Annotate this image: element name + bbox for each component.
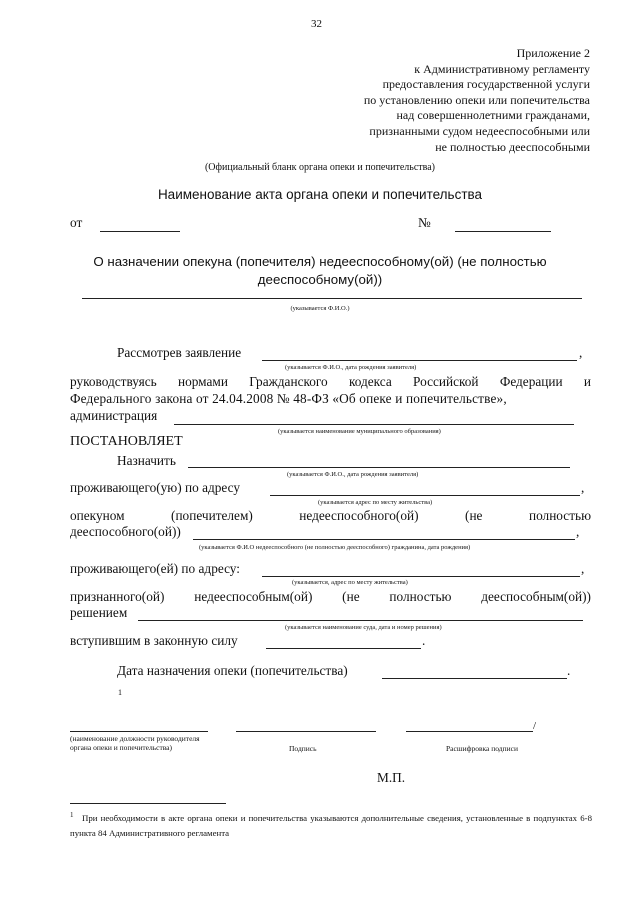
address-field-line-2[interactable] [262, 576, 580, 577]
position-caption-line: органа опеки и попечительства) [70, 743, 172, 752]
slash: / [533, 720, 537, 732]
footnote-separator [70, 803, 226, 804]
municipality-caption: (указывается наименование муниципального образования) [278, 428, 441, 435]
in-force-label: вступившим в законную силу [70, 633, 238, 648]
number-field-line[interactable] [455, 231, 551, 232]
guardian-word: (попечителем) [171, 508, 253, 523]
appendix-line: предоставления государственной услуги [382, 77, 590, 92]
decision-label: решением [70, 605, 128, 620]
appendix-block [364, 46, 590, 155]
residing-label-2: проживающего(ей) по адресу: [70, 561, 240, 576]
recognized-line [70, 589, 591, 605]
appoint-label: Назначить [117, 453, 176, 468]
footnote-reference: 1 [118, 688, 122, 697]
comma: , [576, 524, 580, 539]
period: . [567, 663, 571, 678]
signature-caption: Подпись [289, 744, 317, 753]
applicant-field-line[interactable] [262, 360, 577, 361]
guided-line-1: руководствуясь нормами Гражданского кодекса Российской Федерации и [70, 374, 591, 389]
address-field-line-1[interactable] [270, 495, 580, 496]
guardianship-date-field-line[interactable] [382, 678, 567, 679]
footnote-mark: 1 [70, 811, 74, 819]
address-caption-1: (указывается адрес по месту жительства) [318, 499, 433, 506]
appendix-line: признанными судом недееспособными или [369, 123, 590, 138]
title-line: О назначении опекуна (попечителя) недееспособному(ой) (не полностью [93, 254, 547, 269]
page-number: 32 [311, 18, 322, 30]
position-field-line[interactable] [70, 731, 208, 732]
appendix-line: над совершеннолетними гражданами, [396, 108, 590, 123]
date-field-line[interactable] [100, 231, 180, 232]
appendix-line: Приложение 2 [516, 46, 590, 60]
footnote-text: При необходимости в акте органа опеки и попечительства указываются дополнительные сведения, установленные в подпунктах 6-8 пункта 84 Административного регламента [70, 813, 592, 838]
administration-label: администрация [70, 408, 158, 423]
ward-caption: (указывается Ф.И.О недееспособного (не полностью дееспособного) гражданина, дата рождения) [199, 544, 471, 551]
guided-line-2: Федерального закона от 24.04.2008 № 48-ФЗ «Об опеке и попечительстве», [70, 391, 507, 406]
appointee-field-line[interactable] [188, 467, 570, 468]
court-decision-field-line[interactable] [138, 620, 583, 621]
guardian-word: недееспособного(ой) [299, 508, 419, 523]
recognized-word: дееспособным(ой)) [481, 589, 591, 604]
appendix-line: не полностью дееспособными [435, 139, 590, 154]
position-caption [70, 734, 200, 752]
in-force-field-line[interactable] [266, 648, 421, 649]
appointee-caption: (указывается Ф.И.О., дата рождения заявителя) [287, 471, 419, 478]
title-line: дееспособному(ой)) [257, 272, 383, 287]
signature-field-line[interactable] [236, 731, 376, 732]
official-blank-caption: (Официальный бланк органа опеки и попечительства) [204, 162, 436, 173]
residing-label-1: проживающего(ую) по адресу [70, 480, 241, 495]
signature-decode-field-line[interactable] [406, 731, 533, 732]
guardian-word: полностью [528, 508, 591, 523]
comma: , [579, 345, 583, 360]
guardian-word: опекуном [70, 508, 125, 523]
ward-field-line[interactable] [193, 539, 575, 540]
recognized-word: недееспособным(ой) [194, 589, 313, 604]
position-caption-line: (наименование должности руководителя [70, 734, 200, 743]
considering-label: Рассмотрев заявление [117, 345, 242, 360]
act-name-heading: Наименование акта органа опеки и попечительства [157, 187, 483, 202]
recognized-word: признанного(ой) [70, 589, 165, 604]
municipality-field-line[interactable] [174, 424, 574, 425]
capable-label: дееспособного(ой)) [70, 524, 181, 539]
signature-decode-caption: Расшифровка подписи [446, 744, 518, 753]
from-label: от [70, 215, 83, 230]
seal-label: М.П. [377, 770, 406, 785]
recognized-word: (не [342, 589, 360, 604]
guardianship-date-label: Дата назначения опеки (попечительства) [117, 663, 348, 678]
guardian-word: (не [465, 508, 483, 523]
decrees-heading: ПОСТАНОВЛЯЕТ [70, 434, 183, 449]
comma: , [581, 561, 585, 576]
applicant-caption: (указывается Ф.И.О., дата рождения заявителя) [285, 364, 417, 371]
ward-fio-line[interactable] [82, 298, 582, 299]
address-caption-2: (указывается, адрес по месту жительства) [292, 579, 408, 586]
comma: , [581, 480, 585, 495]
fio-caption: (указывается Ф.И.О.) [290, 305, 350, 312]
number-label: № [418, 215, 431, 230]
appendix-line: к Административному регламенту [414, 61, 590, 76]
appendix-line: по установлению опеки или попечительства [363, 92, 590, 107]
recognized-word: полностью [389, 589, 452, 604]
document-title [0, 253, 640, 289]
guardian-line [70, 508, 591, 524]
court-caption: (указывается наименование суда, дата и номер решения) [285, 624, 442, 631]
period: . [422, 633, 426, 648]
